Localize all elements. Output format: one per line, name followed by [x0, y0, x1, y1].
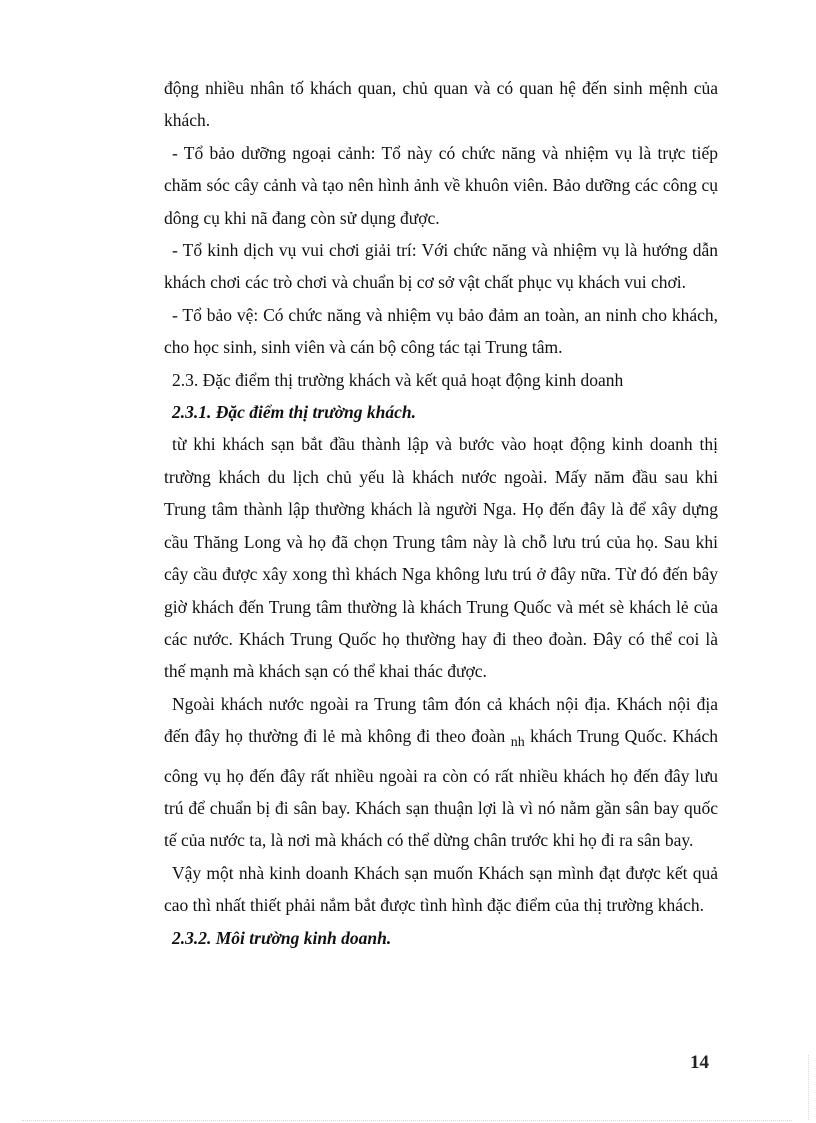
paragraph-domestic-part2: khách Trung Quốc. Khách công vụ họ đến đây rất nhiều ngoài ra còn có rất nhiều khách họ đến đây lưu trú để chuẩn bị đi sân bay. Khách sạn thuận lợi là vì nó nằm gần sân bay quốc tế của nước ta, là nơi mà khách có thể dừng chân trước khi họ đi ra sân bay.: [164, 726, 719, 851]
subsection-heading-2-3-1: 2.3.1. Đặc điểm thị trường khách.: [172, 402, 416, 423]
paragraph-conclusion: Vậy một nhà kinh doanh Khách sạn muốn Khách sạn mình đạt được kết quả cao thì nhất thiết phải nắm bắt được tình hình đặc điểm của thị trường khách.: [164, 862, 718, 916]
section-heading-2-3: 2.3. Đặc điểm thị trường khách và kết quả hoạt động kinh doanh: [172, 369, 624, 390]
paragraph-continuation: động nhiều nhân tố khách quan, chủ quan và có quan hệ đến sinh mệnh của khách.: [164, 78, 718, 131]
paragraph-domestic-customers: [164, 688, 718, 857]
page-number: 14: [690, 1052, 709, 1073]
subsection-heading-2-3-2: 2.3.2. Môi trường kinh doanh.: [172, 927, 392, 948]
page-border-bottom: [22, 1120, 792, 1121]
paragraph-domestic-part1: Ngoài khách nước ngoài ra Trung tâm đón cả khách nội địa. Khách nội địa đến đây họ thường đi lẻ mà không đi theo đoàn: [164, 693, 718, 747]
paragraph-security-team: - Tổ bảo vệ: Có chức năng và nhiệm vụ bảo đảm an toàn, an ninh cho khách, cho học sinh, sinh viên và cán bộ công tác tại Trung tâm.: [164, 304, 718, 358]
page-border-right: [808, 1055, 809, 1120]
paragraph-entertainment-team: - Tổ kinh dịch vụ vui chơi giải trí: Với chức năng và nhiệm vụ là hướng dẫn khách chơi các trò chơi và chuẩn bị cơ sở vật chất phục vụ khách vui chơi.: [164, 240, 718, 293]
document-body: [164, 72, 718, 954]
paragraph-customer-market: từ khi khách sạn bắt đầu thành lập và bước vào hoạt động kinh doanh thị trường khách du lịch chủ yếu là khách nước ngoài. Mấy năm đầu sau khi Trung tâm thành lập thường khách là người Nga. Họ đến đây là để xây dựng cầu Thăng Long và họ đã chọn Trung tâm này là chỗ lưu trú của họ. Sau khi cây cầu được xây xong thì khách Nga không lưu trú ở đây nữa. Từ đó đến bây giờ khách đến Trung tâm thường là khách Trung Quốc và mét sè khách lẻ của các nước. Khách Trung Quốc họ thường hay đi theo đoàn. Đây có thể coi là thế mạnh mà khách sạn có thể khai thác được.: [164, 434, 718, 682]
paragraph-domestic-fragment: nh: [510, 735, 525, 751]
paragraph-landscape-team: - Tổ bảo dưỡng ngoại cảnh: Tổ này có chức năng và nhiệm vụ là trực tiếp chăm sóc cây cảnh và tạo nên hình ảnh về khuôn viên. Bảo dưỡng các công cụ dông cụ khi nã đang còn sử dụng được.: [164, 142, 718, 228]
